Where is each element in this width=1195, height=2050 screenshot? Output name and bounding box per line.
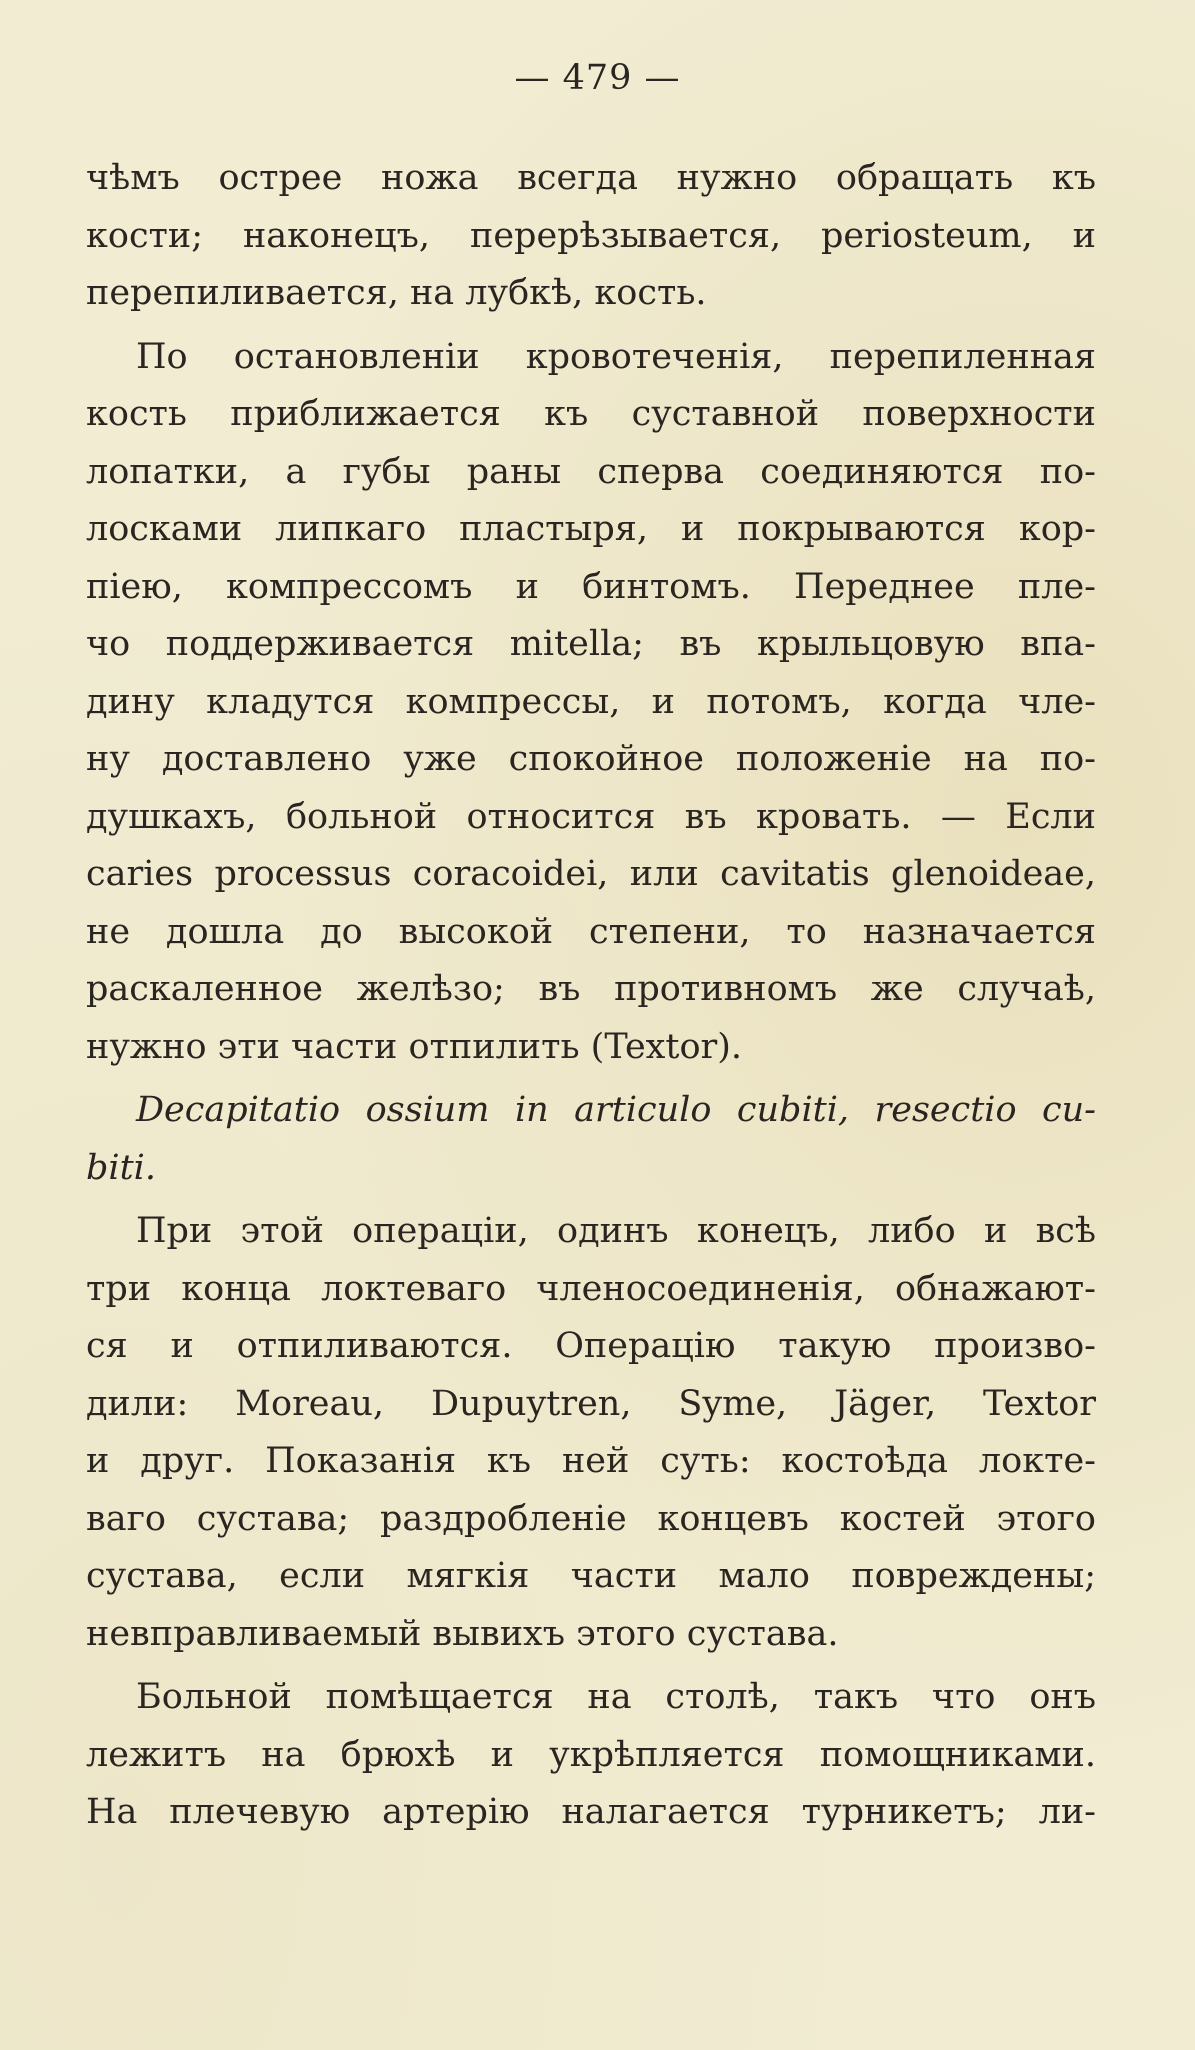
text-line: Больной помѣщается на столѣ, такъ что онъ: [136, 1677, 1096, 1717]
text-line: ваго сустава; раздробленіе концевъ костей этого: [86, 1498, 1096, 1539]
text-line: caries processus coracoidei, или cavitatis glenoideae,: [86, 854, 1096, 894]
text-line: три конца локтеваго членосоединенія, обнажают-: [86, 1268, 1096, 1309]
text-line: невправливаемый вывихъ этого сустава.: [86, 1613, 839, 1654]
text-line: лопатки, а губы раны сперва соединяются по-: [86, 451, 1096, 492]
text-line: лежитъ на брюхѣ и укрѣпляется помощниками.: [86, 1734, 1096, 1775]
text-line: перепиливается, на лубкѣ, кость.: [86, 273, 707, 313]
text-line: дили: Moreau, Dupuytren, Syme, Jäger, Textor: [86, 1383, 1096, 1424]
text-line: ну доставлено уже спокойное положеніе на по-: [86, 739, 1096, 779]
text-line: Decapitatio ossium in articulo cubiti, resectio cu-: [136, 1090, 1096, 1130]
page-text: [86, 150, 1096, 1842]
text-line: раскаленное желѣзо; въ противномъ же случаѣ,: [86, 969, 1096, 1009]
text-line: кость приближается къ суставной поверхности: [86, 394, 1096, 434]
text-line: чѣмъ острее ножа всегда нужно обращать къ: [86, 158, 1096, 198]
paragraph-1: [86, 150, 1096, 323]
paragraph-3: [86, 1203, 1096, 1663]
text-line: и друг. Показанія къ ней суть: костоѣда локте-: [86, 1441, 1096, 1481]
paragraph-2: [86, 329, 1096, 1077]
text-line: ся и отпиливаются. Операцію такую произво-: [86, 1326, 1096, 1366]
text-line: піею, компрессомъ и бинтомъ. Переднее пле-: [86, 566, 1096, 607]
text-line: На плечевую артерію налагается турникетъ; ли-: [86, 1792, 1096, 1832]
text-line: чо поддерживается mitella; въ крыльцовую впа-: [86, 624, 1096, 664]
paragraph-4: [86, 1669, 1096, 1842]
text-line: сустава, если мягкія части мало повреждены;: [86, 1556, 1096, 1596]
text-line: нужно эти части отпилить (Textor).: [86, 1026, 743, 1067]
section-heading: [86, 1082, 1096, 1197]
page-number: — 479 —: [514, 58, 681, 98]
text-line: душкахъ, больной относится въ кровать. — Если: [86, 796, 1096, 837]
text-line: biti.: [86, 1147, 156, 1188]
text-line: лосками липкаго пластыря, и покрываются кор-: [86, 509, 1096, 549]
text-line: По остановленіи кровотеченія, перепиленная: [136, 336, 1096, 377]
text-line: кости; наконецъ, перерѣзывается, periosteum, и: [86, 215, 1096, 256]
text-line: При этой операціи, одинъ конецъ, либо и всѣ: [136, 1211, 1096, 1251]
text-line: не дошла до высокой степени, то назначается: [86, 911, 1096, 952]
text-line: дину кладутся компрессы, и потомъ, когда чле-: [86, 681, 1096, 722]
